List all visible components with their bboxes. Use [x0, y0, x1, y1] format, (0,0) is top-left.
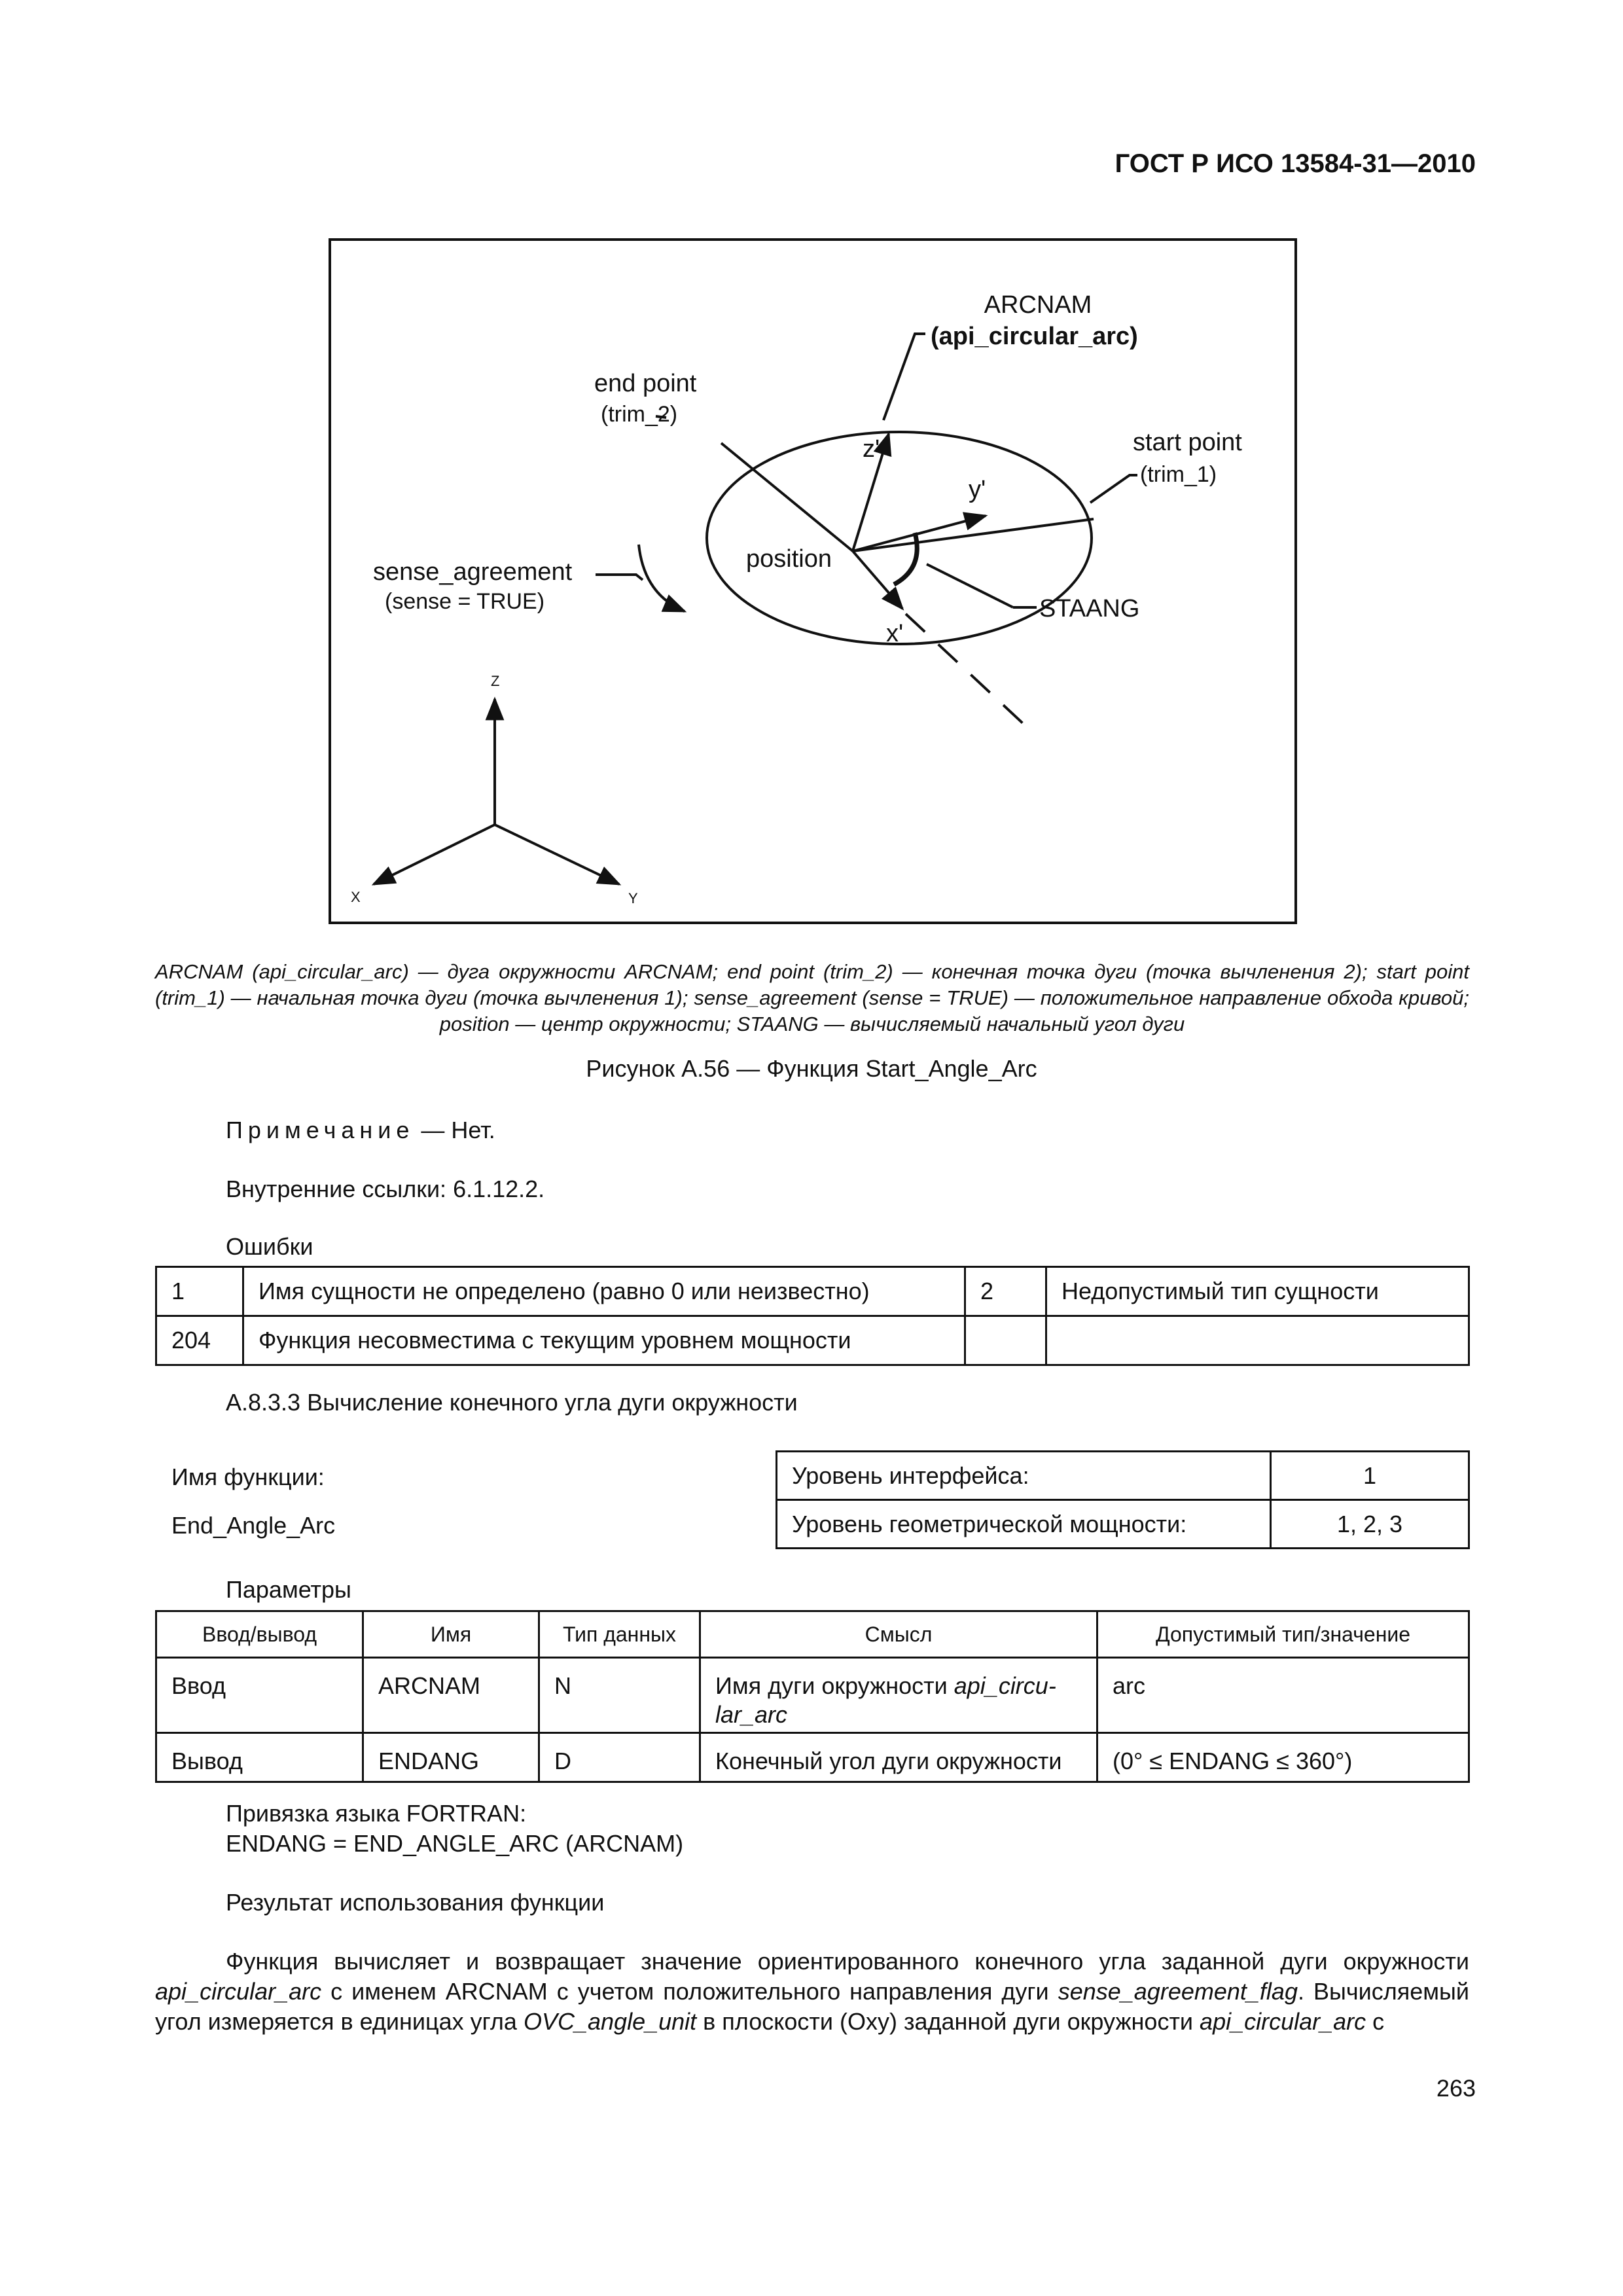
error-desc: Недопустимый тип сущности — [1046, 1267, 1469, 1316]
label-axis-z: Z — [491, 673, 500, 689]
param-name: ENDANG — [363, 1733, 539, 1782]
figure-frame — [329, 238, 1297, 924]
label-sense-true: (sense = TRUE) — [385, 589, 545, 614]
internal-refs: Внутренние ссылки: 6.1.12.2. — [226, 1175, 545, 1202]
figure-note: ARCNAM (api_circular_arc) — дуга окружности ARCNAM; end point (trim_2) — конечная точка дуги (точка вычленения 2); start point (trim_1) — начальная точка дуги (точка вычленения 1); sense_agreement (sense = TRUE) — положительное направление обхода кривой; position — центр окружности; STAANG — вычисляемый начальный угол дуги — [155, 960, 1469, 1035]
label-trim-1: (trim_1) — [1140, 462, 1217, 487]
column-header: Тип данных — [539, 1611, 700, 1658]
label-start-point: start point — [1133, 429, 1242, 456]
error-desc — [1046, 1316, 1469, 1365]
param-name: ARCNAM — [363, 1658, 539, 1733]
end-point-line — [721, 443, 853, 551]
level-value: 1, 2, 3 — [1271, 1500, 1469, 1549]
error-code: 204 — [156, 1316, 243, 1365]
error-code: 2 — [965, 1267, 1046, 1316]
levels-table — [776, 1450, 1470, 1549]
result-text: с именем ARCNAM с учетом положительного направления дуги — [321, 1978, 1058, 2005]
param-meaning-italic: api_circu-lar_arc — [715, 1672, 1056, 1728]
remark-text: — Нет. — [421, 1117, 495, 1143]
start-point-line — [853, 519, 1094, 551]
label-axis-x: X — [351, 889, 361, 905]
figure-title: Рисунок А.56 — Функция Start_Angle_Arc — [586, 1055, 1037, 1082]
start-point-leader — [1090, 475, 1137, 503]
result-italic: sense_agreement_flag — [1058, 1978, 1298, 2005]
errors-table — [155, 1266, 1470, 1366]
label-axis-y: Y — [628, 890, 638, 906]
global-x-axis — [374, 825, 495, 884]
table-row — [777, 1500, 1469, 1549]
sense-arrow — [639, 545, 685, 611]
section-title: А.8.3.3 Вычисление конечного угла дуги окружности — [226, 1389, 798, 1416]
error-desc: Функция несовместима с текущим уровнем мощности — [243, 1316, 965, 1365]
table-row — [156, 1658, 1469, 1733]
column-header: Смысл — [700, 1611, 1097, 1658]
table-header-row — [156, 1611, 1469, 1658]
x-prime-axis — [853, 551, 902, 609]
level-label: Уровень интерфейса: — [777, 1452, 1271, 1500]
staang-leader — [927, 564, 1013, 607]
fortran-code: ENDANG = END_ANGLE_ARC (ARCNAM) — [226, 1830, 684, 1857]
label-end-point: end point — [594, 370, 697, 397]
label-staang: STAANG — [1039, 595, 1140, 622]
label-api-circular-arc: (api_circular_arc) — [931, 323, 1138, 350]
fortran-label: Привязка языка FORTRAN: — [226, 1800, 527, 1827]
label-sense-agreement: sense_agreement — [373, 558, 573, 586]
param-meaning-text: Конечный угол дуги окружности — [715, 1748, 1062, 1774]
table-row — [777, 1452, 1469, 1500]
global-y-axis — [495, 825, 619, 884]
param-type: N — [539, 1658, 700, 1733]
document-header: ГОСТ Р ИСО 13584-31—2010 — [1115, 149, 1476, 178]
remark — [226, 1115, 495, 1145]
function-name-label: Имя функции: — [171, 1463, 325, 1490]
figure-diagram — [331, 241, 1294, 922]
label-position: position — [746, 545, 832, 573]
level-value: 1 — [1271, 1452, 1469, 1500]
result-italic: api_circular_arc — [1200, 2008, 1366, 2035]
level-label: Уровень геометрической мощности: — [777, 1500, 1271, 1549]
x-axis-dash — [906, 614, 1025, 725]
function-name: End_Angle_Arc — [171, 1512, 336, 1539]
result-paragraph — [155, 1946, 1469, 2037]
param-allowed: arc — [1097, 1658, 1469, 1733]
arcnam-leader — [883, 334, 925, 420]
column-header: Ввод/вывод — [156, 1611, 363, 1658]
result-text: в плоскости (Oxy) заданной дуги окружности — [696, 2008, 1200, 2035]
label-arcnam: ARCNAM — [984, 291, 1092, 319]
errors-title: Ошибки — [226, 1233, 313, 1260]
param-meaning — [700, 1658, 1097, 1733]
label-x-prime: x' — [886, 620, 904, 647]
result-text: . Вычисляемый угол измеряется в единицах угла — [155, 1978, 1470, 2035]
error-desc: Имя сущности не определено (равно 0 или неизвестно) — [243, 1267, 965, 1316]
param-type: D — [539, 1733, 700, 1782]
label-z-prime: z' — [863, 435, 880, 463]
result-title: Результат использования функции — [226, 1889, 605, 1916]
table-row — [156, 1267, 1469, 1316]
result-text: с — [1366, 2008, 1385, 2035]
param-io: Вывод — [156, 1733, 363, 1782]
param-meaning — [700, 1733, 1097, 1782]
result-italic: api_circular_arc — [155, 1978, 322, 2005]
result-italic: OVC_angle_unit — [523, 2008, 697, 2035]
table-row — [156, 1316, 1469, 1365]
params-title: Параметры — [226, 1576, 351, 1603]
param-meaning-text: Имя дуги окружности — [715, 1672, 954, 1699]
column-header: Допустимый тип/значение — [1097, 1611, 1469, 1658]
param-allowed: (0° ≤ ENDANG ≤ 360°) — [1097, 1733, 1469, 1782]
label-y-prime: y' — [969, 476, 986, 503]
column-header: Имя — [363, 1611, 539, 1658]
page-number: 263 — [1436, 2075, 1476, 2102]
result-text: Функция вычисляет и возвращает значение ориентированного конечного угла заданной дуги окружности — [226, 1948, 1469, 1975]
params-table — [155, 1610, 1470, 1783]
sense-leader — [596, 575, 643, 580]
error-code: 1 — [156, 1267, 243, 1316]
error-code — [965, 1316, 1046, 1365]
label-trim-2: (trim_2) — [601, 402, 678, 427]
remark-label: Примечание — [226, 1117, 415, 1143]
table-row — [156, 1733, 1469, 1782]
param-io: Ввод — [156, 1658, 363, 1733]
